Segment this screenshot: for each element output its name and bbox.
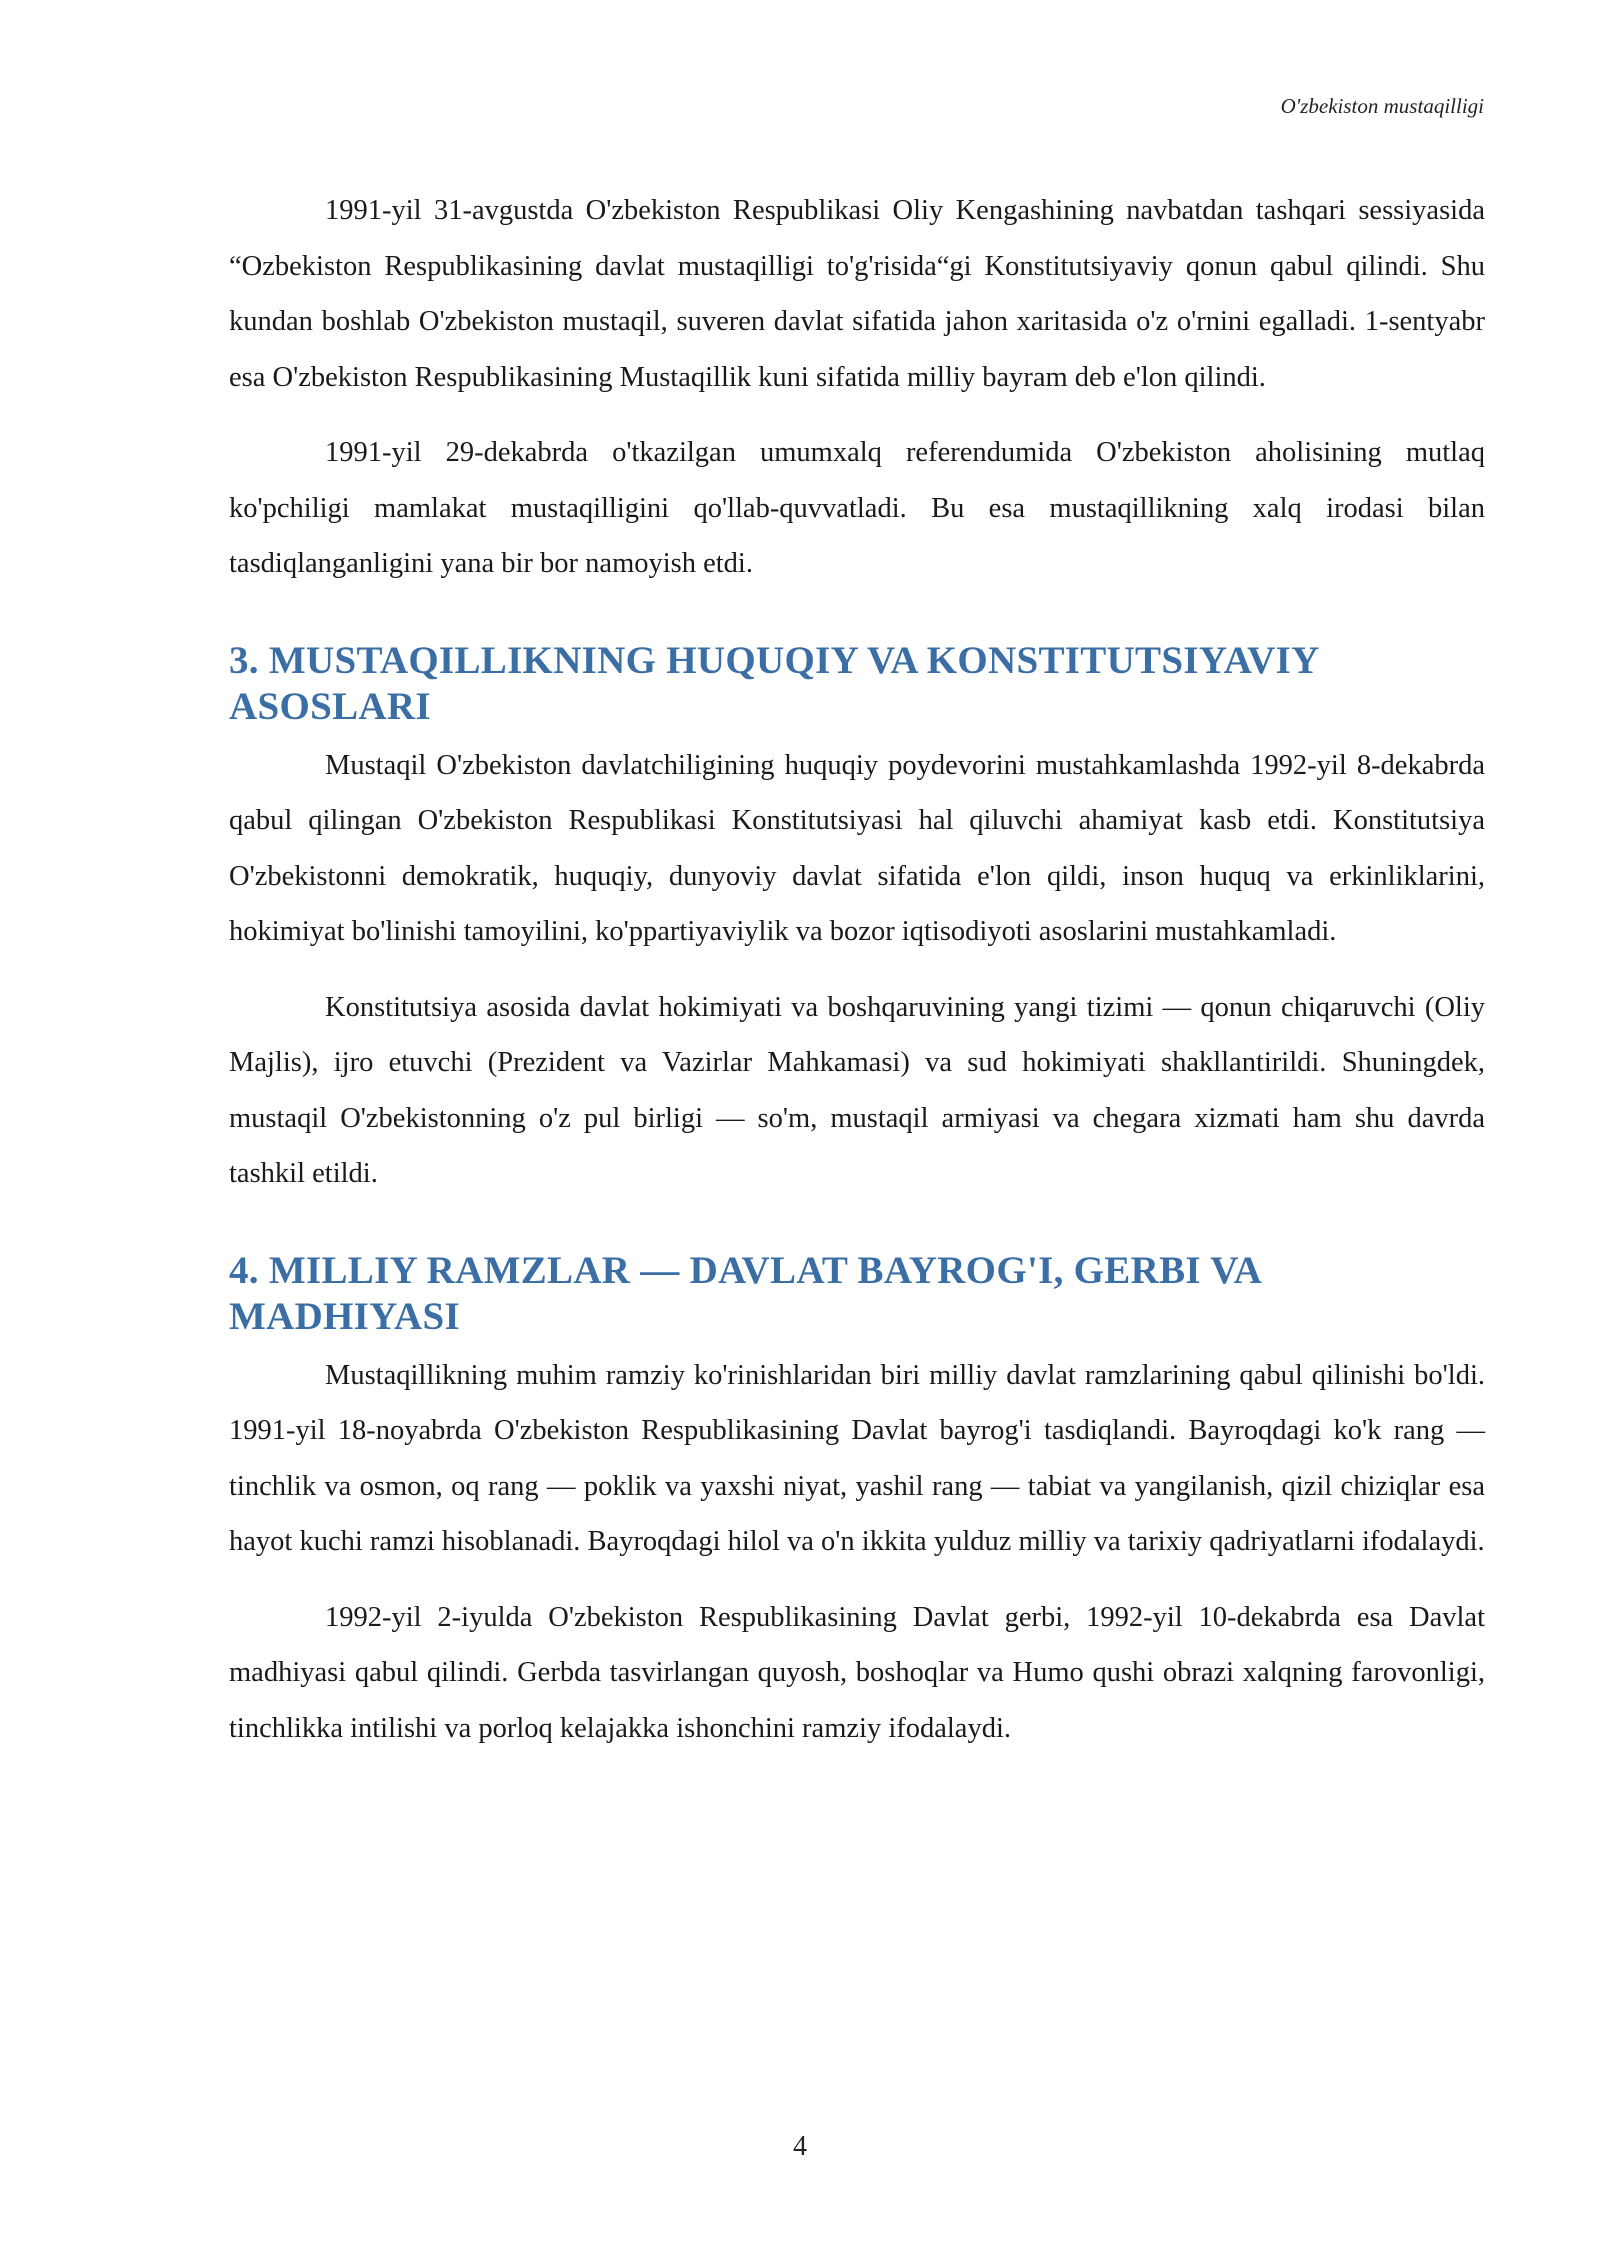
section-heading-4-line2: MADHIYASI xyxy=(229,1294,460,1338)
body-paragraph: Mustaqillikning muhim ramziy ko'rinishlaridan biri milliy davlat ramzlarining qabul qilinishi bo'ldi. 1991-yil 18-noyabrda O'zbekiston Respublikasining Davlat bayrog'i tasdiqlandi. Bayroqdagi ko'k rang — tinchlik va osmon, oq rang — poklik va yaxshi niyat, yashil rang — tabiat va yangilanish, qizil chiziqlar esa hayot kuchi ramzi hisoblanadi. Bayroqdagi hilol va o'n ikkita yulduz milliy va tarixiy qadriyatlarni ifodalaydi. xyxy=(229,1359,1485,1557)
page-number: 4 xyxy=(793,2131,807,2162)
page-content xyxy=(229,183,1485,1776)
body-paragraph: 1991-yil 31-avgustda O'zbekiston Respublikasi Oliy Kengashining navbatdan tashqari sessiyasida “Ozbekiston Respublikasining davlat mustaqilligi to'g'risida“gi Konstitutsiyaviy qonun qabul qilindi. Shu kundan boshlab O'zbekiston mustaqil, suveren davlat sifatida jahon xaritasida o'z o'rnini egalladi. 1-sentyabr esa O'zbekiston Respublikasining Mustaqillik kuni sifatida milliy bayram deb e'lon qilindi. xyxy=(229,195,1485,393)
body-paragraph: 1991-yil 29-dekabrda o'tkazilgan umumxalq referendumida O'zbekiston aholisining mutlaq ko'pchiligi mamlakat mustaqilligini qo'llab-quvvatladi. Bu esa mustaqillikning xalq irodasi bilan tasdiqlanganligini yana bir bor namoyish etdi. xyxy=(229,437,1485,579)
section-heading-4-line1: 4. MILLIY RAMZLAR — DAVLAT BAYROG'I, GERBI VA xyxy=(229,1248,1263,1292)
section-heading-3-line1: 3. MUSTAQILLIKNING HUQUQIY VA KONSTITUTSIYAVIY xyxy=(229,638,1320,682)
body-paragraph: Konstitutsiya asosida davlat hokimiyati va boshqaruvining yangi tizimi — qonun chiqaruvchi (Oliy Majlis), ijro etuvchi (Prezident va Vazirlar Mahkamasi) va sud hokimiyati shakllantirildi. Shuningdek, mustaqil O'zbekistonning o'z pul birligi — so'm, mustaqil armiyasi va chegara xizmati ham shu davrda tashkil etildi. xyxy=(229,991,1485,1189)
running-header: O'zbekiston mustaqilligi xyxy=(1280,94,1484,118)
body-paragraph: 1992-yil 2-iyulda O'zbekiston Respublikasining Davlat gerbi, 1992-yil 10-dekabrda esa Davlat madhiyasi qabul qilindi. Gerbda tasvirlangan quyosh, boshoqlar va Humo qushi obrazi xalqning farovonligi, tinchlikka intilishi va porloq kelajakka ishonchini ramziy ifodalaydi. xyxy=(229,1601,1485,1744)
body-paragraph: Mustaqil O'zbekiston davlatchiligining huquqiy poydevorini mustahkamlashda 1992-yil 8-dekabrda qabul qilingan O'zbekiston Respublikasi Konstitutsiyasi hal qiluvchi ahamiyat kasb etdi. Konstitutsiya O'zbekistonni demokratik, huquqiy, dunyoviy davlat sifatida e'lon qildi, inson huquq va erkinliklarini, hokimiyat bo'linishi tamoyilini, ko'ppartiyaviylik va bozor iqtisodiyoti asoslarini mustahkamladi. xyxy=(229,749,1485,947)
section-heading-4 xyxy=(229,1248,1485,1340)
section-heading-3 xyxy=(229,638,1485,730)
section-heading-3-line2: ASOSLARI xyxy=(229,684,431,728)
